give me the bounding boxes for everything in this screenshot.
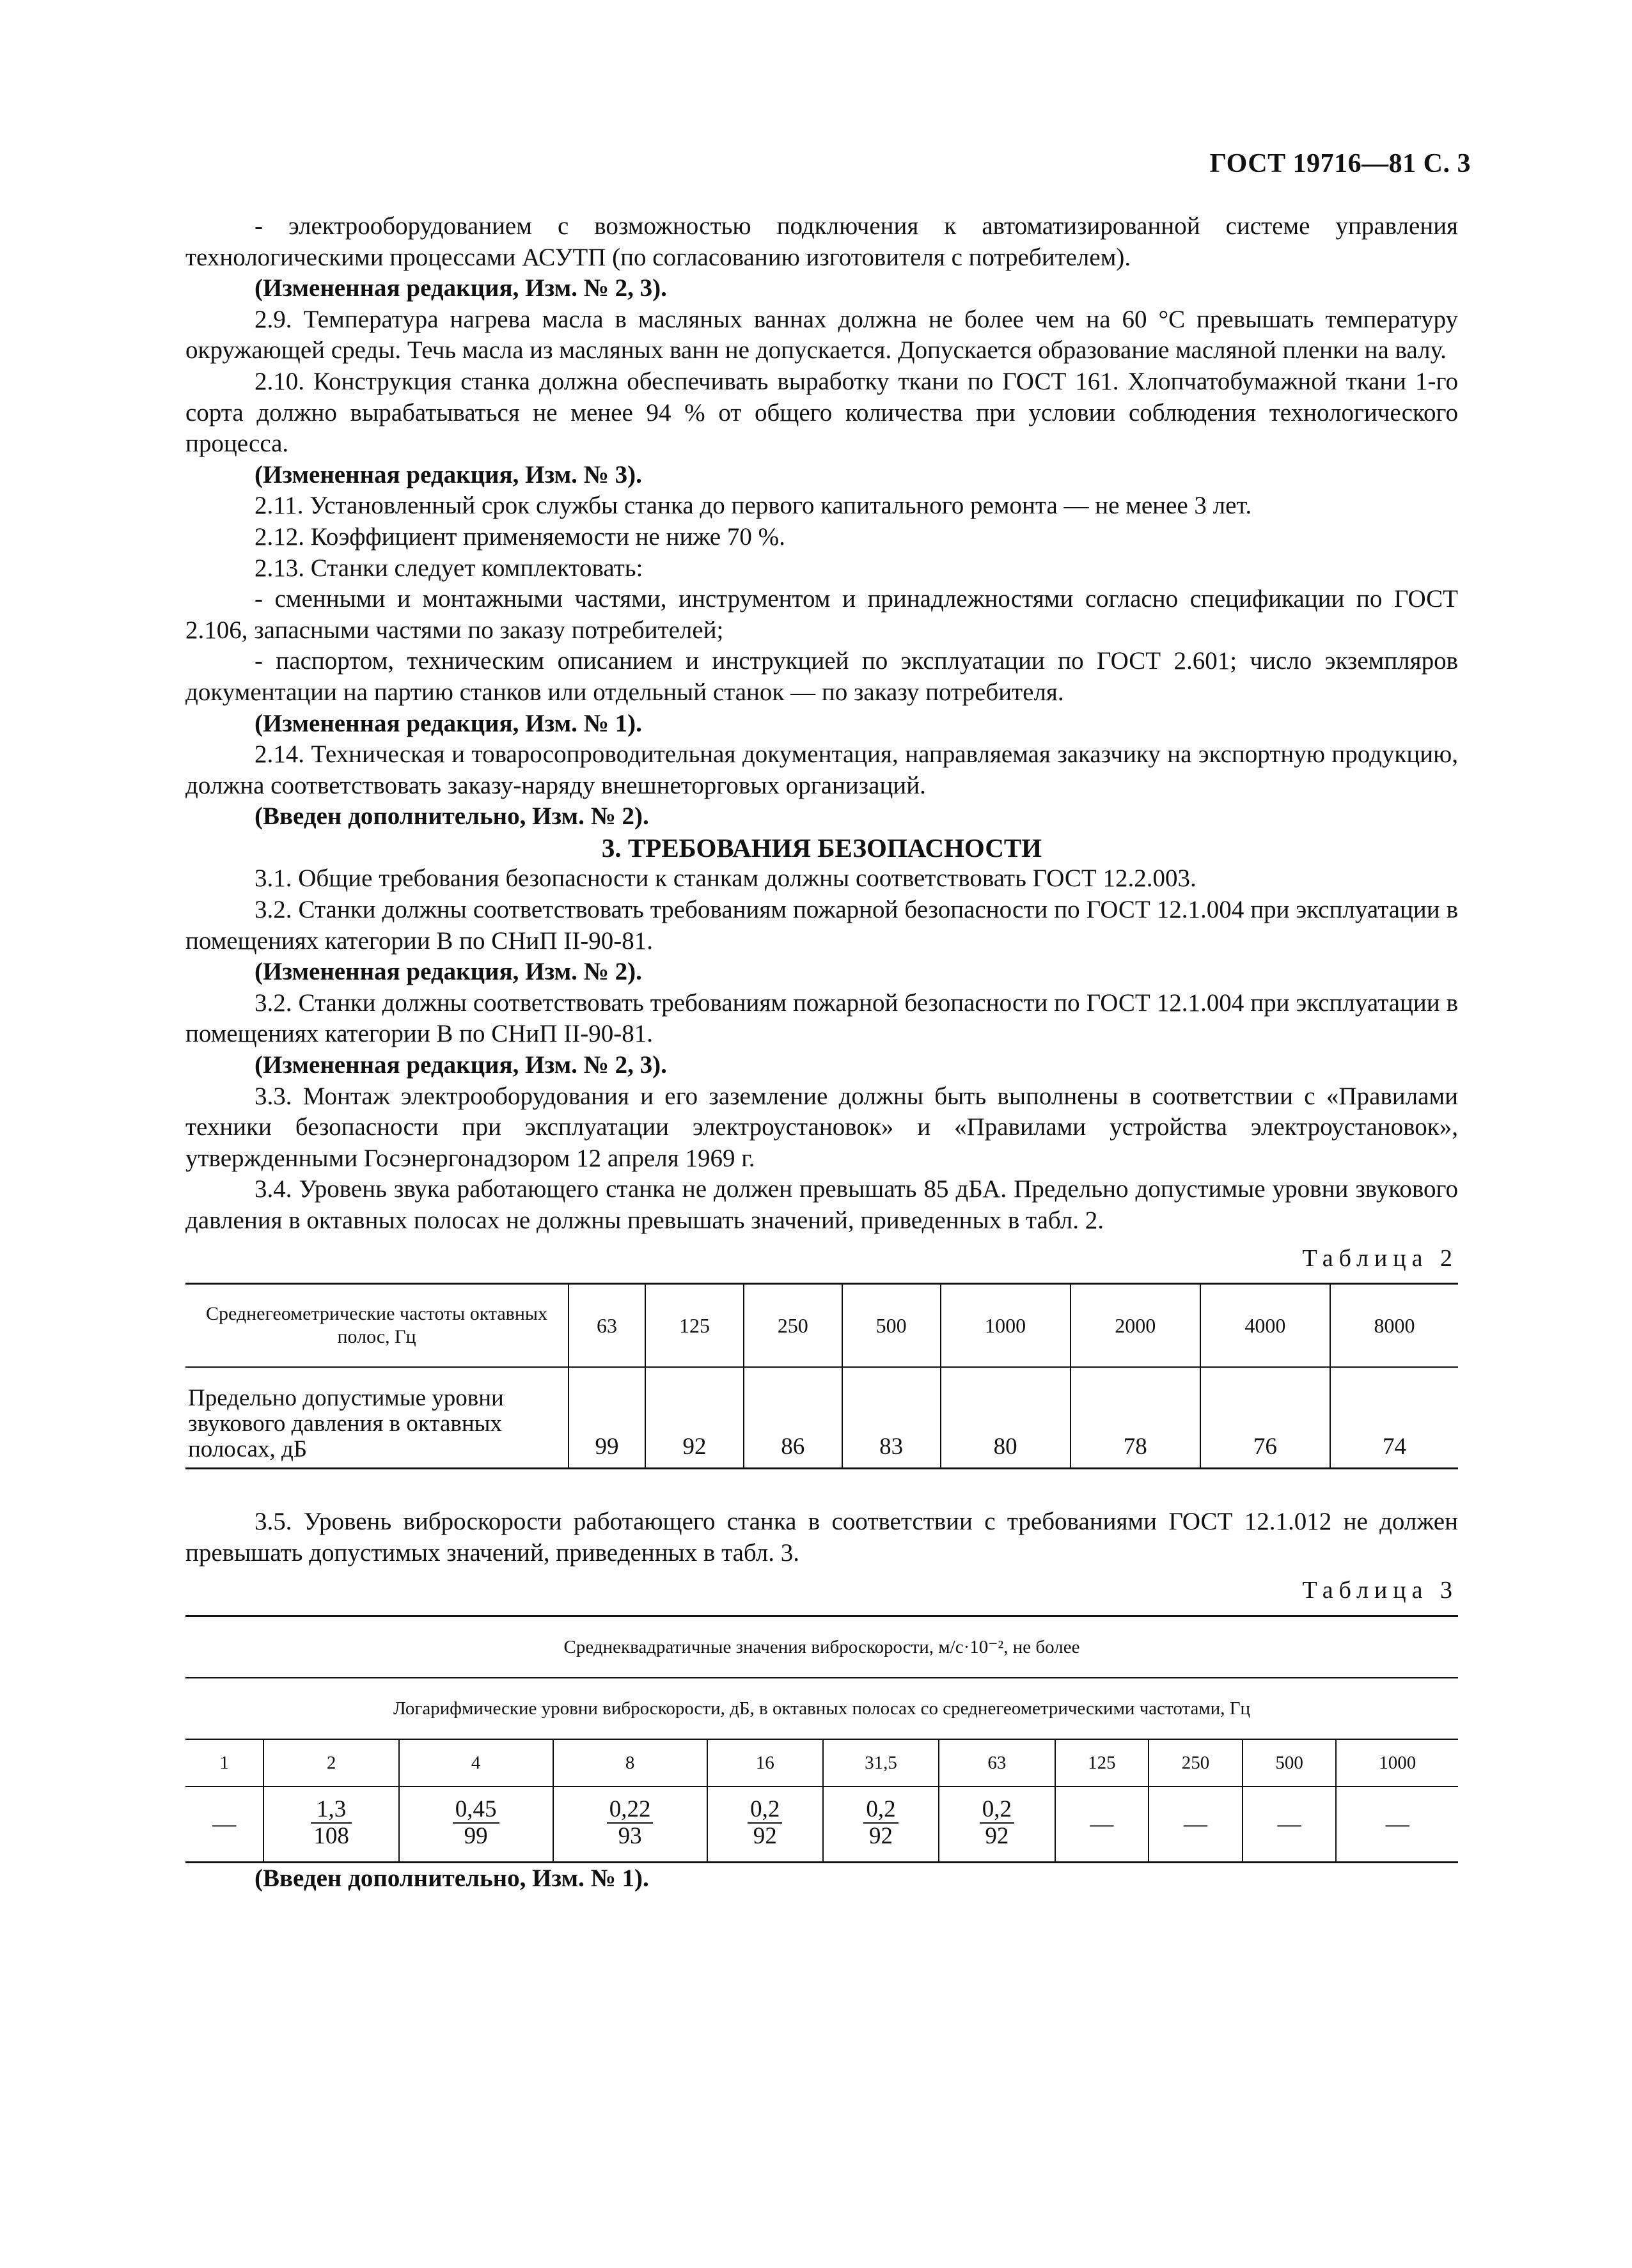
table-3-frequency-cell: 31,5 [823,1739,939,1787]
table-2-frequency-cell: 2000 [1071,1284,1200,1368]
table-2-frequency-cell: 63 [569,1284,645,1368]
table-3-value-cell [399,1787,553,1863]
fraction [980,1797,1014,1849]
paragraph: 2.13. Станки следует комплектовать: [255,554,643,582]
table-2-frequency-cell: 250 [744,1284,842,1368]
page-header: ГОСТ 19716—81 С. 3 [1209,149,1471,178]
table-3-frequency-cell: 1 [185,1739,263,1787]
paragraph: - сменными и монтажными частями, инструментом и принадлежностями согласно спецификации по ГОСТ 2.106, запасными частями по заказу потребителей; [185,585,1458,644]
fraction [748,1797,782,1849]
table-2-value-cell: 74 [1330,1367,1458,1469]
table-3-frequency-row [185,1739,1458,1787]
fraction [863,1797,898,1849]
fraction-denominator: 99 [464,1822,488,1849]
table-2-caption: Таблица 2 [1302,1244,1458,1272]
fraction-numerator: 0,45 [453,1797,499,1824]
paragraph: (Измененная редакция, Изм. № 3). [255,460,642,489]
fraction-denominator: 92 [753,1822,777,1849]
fraction [607,1797,654,1849]
table-3-value-cell: — [1055,1787,1149,1863]
table-2-value-cell: 86 [744,1367,842,1469]
table-3 [185,1615,1458,1863]
section-title: 3. ТРЕБОВАНИЯ БЕЗОПАСНОСТИ [601,833,1042,863]
paragraph: (Измененная редакция, Изм. № 1). [255,709,642,737]
document-body [185,211,1458,1895]
paragraph: - электрооборудованием с возможностью подключения к автоматизированной системе управления технологическими процессами АСУТП (по согласованию изготовителя с потребителем). [185,212,1458,271]
table-3-values-row [185,1787,1458,1863]
paragraph: 2.12. Коэффициент применяемости не ниже 70 %. [255,522,785,551]
fraction-numerator: 0,2 [980,1797,1014,1824]
paragraph: - паспортом, техническим описанием и инструкцией по эксплуатации по ГОСТ 2.601; число экземпляров документации на партию станков или отдельный станок — по заказу потребителя. [185,647,1458,706]
fraction [311,1797,352,1849]
section-2-continuation [185,211,1458,833]
paragraph: 3.3. Монтаж электрооборудования и его заземление должны быть выполнены в соответствии с «Правилами техники безопасности при эксплуатации электроустановок» и «Правилами устройства электроустановок», утвержденными Госэнергонадзором 12 апреля 1969 г. [185,1082,1458,1172]
paragraph: 2.14. Техническая и товаросопроводительная документация, направляемая заказчику на экспортную продукцию, должна соответствовать заказу-наряду внешнеторговых организаций. [185,740,1458,799]
table-3-frequency-cell: 63 [939,1739,1055,1787]
table-3-value-cell: — [185,1787,263,1863]
table-2-frequency-cell: 125 [645,1284,744,1368]
fraction [453,1797,499,1849]
paragraph: 2.9. Температура нагрева масла в масляных ваннах должна не более чем на 60 °С превышать температуру окружающей среды. Течь масла из масляных ванн не допускается. Допускается образование масляной пленки на валу. [185,305,1458,364]
table-3-value-cell: — [1336,1787,1458,1863]
table-2-value-cell: 99 [569,1367,645,1469]
table-2-frequency-cell: 1000 [941,1284,1071,1368]
table-2-frequency-cell: 500 [842,1284,941,1368]
footer-note: (Введен дополнительно, Изм. № 1). [255,1864,649,1892]
table-3-frequency-cell: 500 [1243,1739,1337,1787]
paragraph: 2.10. Конструкция станка должна обеспечивать выработку ткани по ГОСТ 161. Хлопчатобумажной ткани 1-го сорта должно вырабатываться не менее 94 % от общего количества при условии соблюдения технологического процесса. [185,367,1458,458]
table-3-value-cell [707,1787,823,1863]
table-3-value-cell: — [1149,1787,1243,1863]
table-3-caption: Таблица 3 [1302,1577,1458,1604]
table-3-frequency-cell: 16 [707,1739,823,1787]
table-2-frequency-cell: 4000 [1200,1284,1330,1368]
table-3-value-cell [939,1787,1055,1863]
table-3-frequency-cell: 250 [1149,1739,1243,1787]
fraction-denominator: 108 [313,1822,349,1849]
paragraph: 3.4. Уровень звука работающего станка не должен превышать 85 дБА. Предельно допустимые уровни звукового давления в октавных полосах не должны превышать значений, приведенных в табл. 2. [185,1175,1458,1234]
paragraph: (Измененная редакция, Изм. № 2, 3). [255,274,667,302]
table-3-value-cell: — [1243,1787,1337,1863]
fraction-denominator: 92 [869,1822,893,1849]
fraction-numerator: 0,22 [607,1797,654,1824]
paragraph: (Измененная редакция, Изм. № 2). [255,958,642,986]
table-3-frequency-cell: 4 [399,1739,553,1787]
table-2 [185,1283,1458,1469]
table-3-title: Среднеквадратичные значения виброскорости, м/с·10⁻², не более [185,1616,1458,1678]
fraction-denominator: 92 [985,1822,1009,1849]
table-2-value-cell: 76 [1200,1367,1330,1469]
table-2-header-row [185,1284,1458,1368]
paragraph: (Измененная редакция, Изм. № 2, 3). [255,1051,667,1079]
table-2-value-cell: 83 [842,1367,941,1469]
fraction-denominator: 93 [618,1822,642,1849]
table-2-value-cell: 92 [645,1367,744,1469]
table-2-header-label: Среднегеометрические частоты октавных полос, Гц [185,1284,569,1368]
table-3-value-cell [823,1787,939,1863]
paragraph: 2.11. Установленный срок службы станка до первого капитального ремонта — не менее 3 лет. [255,492,1252,520]
fraction-numerator: 0,2 [863,1797,898,1824]
table-3-frequency-cell: 1000 [1336,1739,1458,1787]
table-3-subtitle: Логарифмические уровни виброскорости, дБ, в октавных полосах со среднегеометрическими частотами, Гц [185,1678,1458,1739]
paragraph: 3.1. Общие требования безопасности к станкам должны соответствовать ГОСТ 12.2.003. [255,864,1197,893]
table-3-frequency-cell: 2 [263,1739,398,1787]
table-2-value-cell: 78 [1071,1367,1200,1469]
paragraph: 3.2. Станки должны соответствовать требованиям пожарной безопасности по ГОСТ 12.1.004 при эксплуатации в помещениях категории В по СНиП II-90-81. [185,989,1458,1048]
table-2-row-label: Предельно допустимые уровни звукового давления в октавных полосах, дБ [185,1367,569,1469]
table-2-value-cell: 80 [941,1367,1071,1469]
section-3-paragraphs [185,863,1458,1236]
table-3-frequency-cell: 8 [553,1739,707,1787]
fraction-numerator: 0,2 [748,1797,782,1824]
paragraph: (Введен дополнительно, Изм. № 2). [255,802,649,831]
table-2-values-row [185,1367,1458,1469]
table-3-value-cell [553,1787,707,1863]
paragraph: 3.2. Станки должны соответствовать требованиям пожарной безопасности по ГОСТ 12.1.004 при эксплуатации в помещениях категории В по СНиП II-90-81. [185,896,1458,955]
table-2-frequency-cell: 8000 [1330,1284,1458,1368]
table-3-frequency-cell: 125 [1055,1739,1149,1787]
paragraph-3-5: 3.5. Уровень виброскорости работающего станка в соответствии с требованиями ГОСТ 12.1.012 не должен превышать допустимых значений, приведенных в табл. 3. [185,1508,1458,1567]
fraction-numerator: 1,3 [311,1797,352,1824]
table-3-value-cell [263,1787,398,1863]
